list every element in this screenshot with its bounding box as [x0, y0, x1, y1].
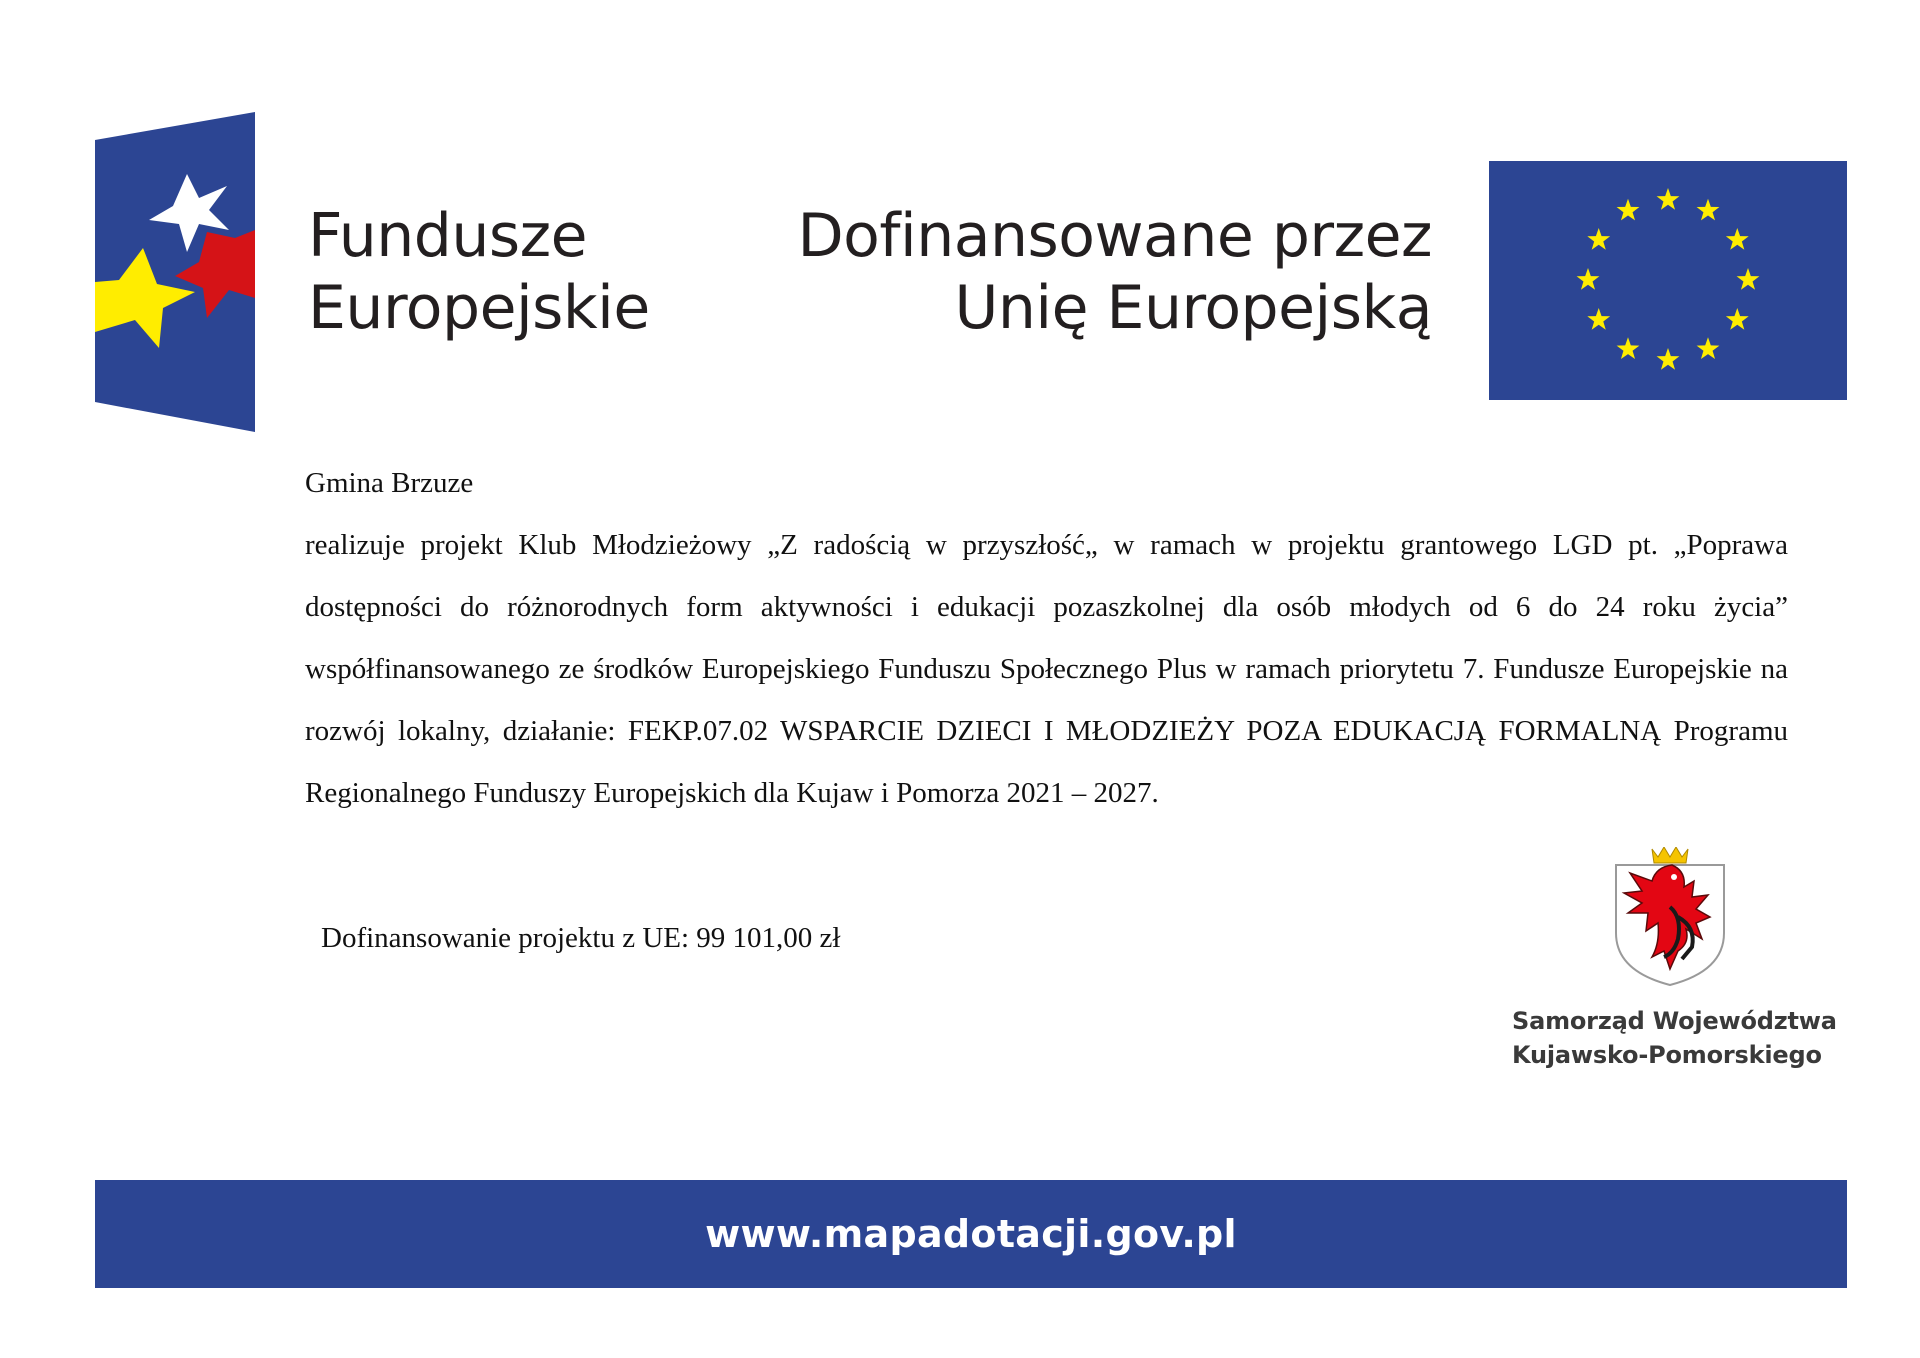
griffin-coat-of-arms-icon — [1612, 847, 1728, 987]
fe-wordmark-line2: Europejskie — [308, 273, 650, 343]
eu-wordmark-line2: Unię Europejską — [954, 273, 1432, 343]
eu-flag-icon — [1489, 161, 1847, 400]
fundusze-europejskie-logo-icon — [95, 112, 255, 432]
eu-wordmark-line1: Dofinansowane przez — [797, 201, 1432, 271]
eu-funding-amount: Dofinansowanie projektu z UE: 99 101,00 zł — [321, 922, 841, 954]
fe-wordmark-line1: Fundusze — [308, 201, 588, 271]
project-description — [305, 452, 1788, 824]
fundusze-europejskie-wordmark — [308, 200, 650, 344]
footer-url-link[interactable]: www.mapadotacji.gov.pl — [705, 1212, 1237, 1256]
footer-url-bar — [95, 1180, 1847, 1288]
region-name-line1: Samorząd Województwa — [1512, 1007, 1837, 1035]
beneficiary-name: Gmina Brzuze — [305, 467, 474, 499]
eu-cofinancing-wordmark — [797, 200, 1432, 344]
region-name-line2: Kujawsko-Pomorskiego — [1512, 1041, 1822, 1069]
region-government-name — [1512, 1004, 1837, 1072]
project-description-text: realizuje projekt Klub Młodzieżowy „Z radością w przyszłość„ w ramach w projektu grantowego LGD pt. „Poprawa dostępności do różnorodnych form aktywności i edukacji pozaszkolnej dla osób młodych od 6 do 24 roku życia” współfinansowanego ze środków Europejskiego Funduszu Społecznego Plus w ramach priorytetu 7. Fundusze Europejskie na rozwój lokalny, działanie: FEKP.07.02 WSPARCIE DZIECI I MŁODZIEŻY POZA EDUKACJĄ FORMALNĄ Programu Regionalnego Funduszy Europejskich dla Kujaw i Pomorza 2021 – 2027. — [305, 529, 1788, 809]
